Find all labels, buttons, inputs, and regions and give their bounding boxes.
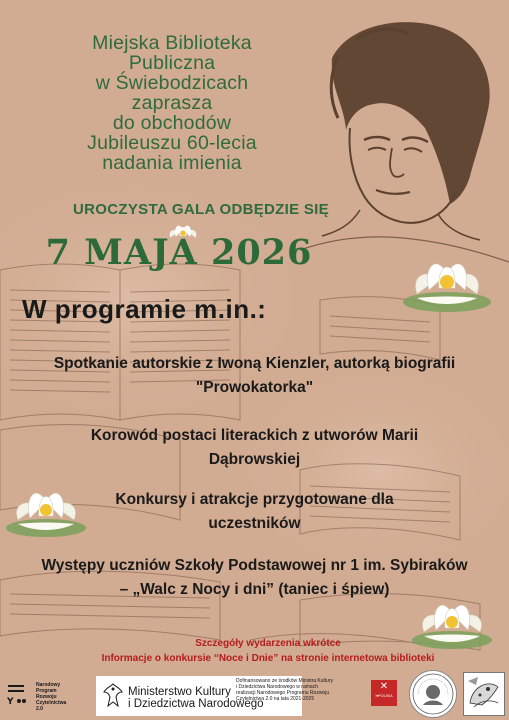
program-item-line: Występy uczniów Szkoły Podstawowej nr 1 im. Sybiraków — [41, 557, 468, 574]
header-line: Publiczna — [128, 52, 216, 74]
i-love-polska-logo — [371, 680, 397, 706]
funding-line: i Dziedzictwa Narodowego w ramach — [236, 684, 318, 690]
event-date: 7 MAJA 2026 — [45, 232, 313, 273]
details-line: Informacje o konkursie “Noce i Dnie” na stronie internetowa biblioteki — [101, 653, 435, 664]
header-line: Jubileuszu 60-lecia — [87, 132, 257, 154]
program-item — [0, 554, 509, 602]
header-line: zaprasza — [131, 92, 213, 114]
program-item-line: Spotkanie autorskie z Iwoną Kienzler, autorką biografii — [53, 355, 456, 372]
nprcz-line: Czytelnictwa — [36, 700, 67, 706]
header-line: w Świebodzicach — [95, 72, 249, 94]
footer-logos — [0, 668, 509, 720]
funding-line: Dofinansowano ze środków Ministra Kultury — [236, 678, 333, 684]
gala-announcement: UROCZYSTA GALA ODBĘDZIE SIĘ — [73, 201, 329, 218]
header-line: nadania imienia — [102, 152, 242, 174]
header-line: Miejska Biblioteka — [92, 32, 252, 54]
art-logo — [463, 672, 505, 716]
nprcz-line: Narodowy — [36, 682, 61, 688]
nprcz-line: Rozwoju — [36, 694, 57, 700]
program-item-line: Korowód postaci literackich z utworów Marii — [90, 427, 419, 444]
nprcz-logo-icon — [4, 680, 30, 706]
header-line: do obchodów — [112, 112, 232, 134]
program-item-line: Konkursy i atrakcje przygotowane dla — [115, 491, 394, 508]
funding-line: realizacji Narodowego Programu Rozwoju — [236, 690, 330, 696]
ministry-line: Ministerstwo Kultury — [128, 686, 231, 698]
header-invitation — [22, 33, 322, 173]
program-item — [0, 352, 509, 400]
funding-line: Czytelnictwa 2.0 na lata 2021-2025 — [236, 696, 315, 702]
nprcz-line: 2.0 — [36, 706, 43, 712]
ministry-line: i Dziedzictwa Narodowego — [128, 698, 264, 710]
program-item-line: Dąbrowskiej — [208, 451, 301, 468]
ipol-text: I♥POLSKA — [375, 694, 393, 698]
nprcz-line: Program — [36, 688, 57, 694]
program-item — [0, 424, 509, 472]
funding-note — [236, 678, 356, 702]
program-item-line: "Prowokatorka" — [195, 379, 314, 396]
svg-text:Y: Y — [7, 697, 14, 706]
ipol-mark: ✕ — [379, 681, 389, 692]
program-item-line: – „Walc z Nocy i dni” (taniec i śpiew) — [119, 581, 390, 598]
event-details — [0, 636, 509, 666]
program-item-line: uczestników — [208, 515, 301, 532]
details-line: Szczegóły wydarzenia wkrótce — [195, 638, 341, 649]
program-item — [0, 488, 509, 536]
program-heading: W programie m.in.: — [22, 294, 267, 324]
nprcz-text — [36, 682, 66, 712]
library-seal-logo — [409, 670, 457, 718]
eagle-icon — [102, 682, 124, 710]
